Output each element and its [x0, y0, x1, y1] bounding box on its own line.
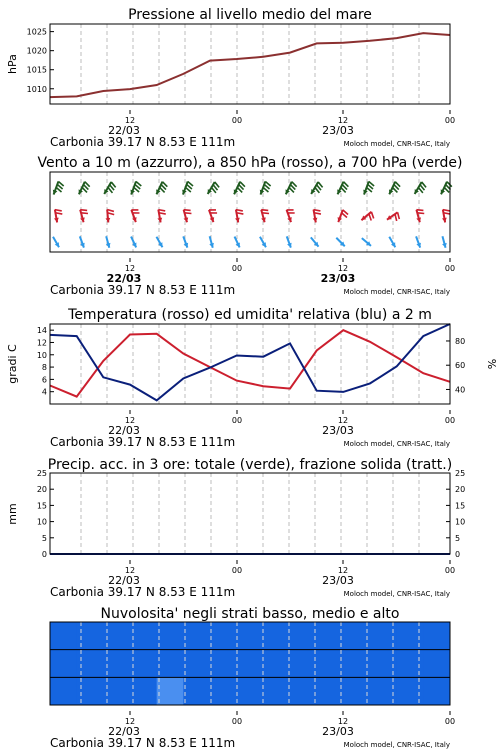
y-tick-label: 20 [455, 485, 466, 495]
grid-precipitation [81, 473, 419, 554]
panel-temperature [6, 307, 498, 449]
cloud-cell [157, 677, 184, 705]
y-tick-label: 25 [36, 469, 47, 478]
y-tick-label: 15 [36, 501, 47, 511]
footer-wind [50, 258, 455, 297]
cloud-cell [263, 622, 290, 650]
date-label: 23/03 [322, 124, 354, 137]
x-tick-label: 12 [124, 116, 136, 125]
wind-barb-feather [371, 212, 373, 219]
y-tick-label: 1025 [26, 27, 47, 37]
ylabel-temperature: gradi C [6, 344, 19, 384]
wind-barbs [53, 181, 452, 247]
x-tick-label: 00 [231, 416, 243, 425]
y-tick-label: 1020 [26, 46, 47, 56]
x-tick-label: 00 [444, 717, 456, 726]
y-tick-label: 40 [455, 385, 466, 395]
yticks-precipitation [37, 469, 54, 559]
date-label: 22/03 [108, 725, 140, 738]
x-tick-label: 00 [231, 264, 243, 273]
date-label: 22/03 [108, 124, 140, 137]
x-tick-label: 12 [337, 416, 349, 425]
x-tick-label: 12 [124, 717, 136, 726]
wind-barb-feather [80, 210, 87, 211]
credit-label: Moloch model, CNR-ISAC, Italy [343, 590, 450, 598]
x-tick-label: 12 [337, 264, 349, 273]
date-label: 22/03 [108, 424, 140, 437]
y-tick-label: 4 [41, 387, 47, 397]
footer-precipitation [50, 560, 455, 599]
y-tick-label: 1010 [26, 84, 47, 94]
wind-barb-head [106, 218, 111, 223]
series-line-pressure [50, 33, 450, 97]
ylabel-precipitation: mm [6, 503, 19, 525]
y-tick-label: 20 [36, 485, 47, 495]
cloud-cell [290, 677, 317, 705]
date-label: 23/03 [322, 725, 354, 738]
cloud-cell [237, 622, 264, 650]
wind-barb-feather [262, 213, 269, 214]
x-tick-label: 12 [337, 116, 349, 125]
y-tick-label: 12 [36, 338, 47, 348]
title-wind: Vento a 10 m (azzurro), a 850 hPa (rosso), a 700 hPa (verde) [37, 155, 463, 171]
credit-label: Moloch model, CNR-ISAC, Italy [343, 288, 450, 296]
wind-barb-feather [184, 213, 191, 214]
y-tick-label: 5 [455, 533, 461, 543]
x-tick-label: 00 [444, 416, 456, 425]
panel-cloud [50, 606, 455, 750]
y-tick-label: 10 [36, 517, 47, 527]
cloud-cell [397, 622, 424, 650]
date-label: 22/03 [106, 272, 142, 285]
cloud-cell [317, 677, 344, 705]
cloud-cell [423, 677, 450, 705]
cloud-cell [343, 622, 370, 650]
cloud-cell [317, 650, 344, 678]
x-tick-label: 00 [444, 116, 456, 125]
y-tick-label: 15 [455, 501, 466, 511]
cloud-cell [317, 622, 344, 650]
cloud-cell [290, 622, 317, 650]
footer-cloud [50, 711, 455, 750]
y-tick-label: 10 [455, 517, 466, 527]
x-tick-label: 00 [231, 717, 243, 726]
y-tick-label: 80 [455, 336, 466, 346]
wind-barb-feather [261, 210, 268, 211]
location-label: Carbonia 39.17 N 8.53 E 111m [50, 283, 236, 297]
location-label: Carbonia 39.17 N 8.53 E 111m [50, 585, 236, 599]
x-tick-label: 00 [231, 116, 243, 125]
y-tick-label: 1015 [26, 65, 47, 75]
y-tick-label: 14 [36, 326, 47, 336]
cloud-heatmap [50, 622, 451, 706]
yticks-humidity [446, 337, 465, 394]
location-label: Carbonia 39.17 N 8.53 E 111m [50, 435, 236, 449]
wind-barb-feather [184, 210, 191, 211]
wind-barb-feather [417, 213, 424, 214]
y-tick-label: 10 [36, 350, 47, 360]
title-temperature: Temperatura (rosso) ed umidita' relativa (blu) a 2 m [68, 307, 432, 323]
credit-label: Moloch model, CNR-ISAC, Italy [343, 440, 450, 448]
cloud-cell [210, 650, 237, 678]
series-line-temperature [50, 330, 450, 396]
grid-pressure [81, 24, 419, 104]
footer-temperature [50, 410, 455, 449]
cloud-cell [237, 677, 264, 705]
wind-barb-feather [398, 212, 400, 219]
cloud-cell [130, 650, 157, 678]
cloud-cell [130, 622, 157, 650]
cloud-cell [290, 650, 317, 678]
cloud-cell [397, 650, 424, 678]
wind-barb-feather [81, 213, 88, 214]
cloud-cell [50, 677, 77, 705]
cloud-cell [210, 622, 237, 650]
wind-barb-feather [395, 214, 397, 221]
yticks-precipitation-right [446, 469, 465, 559]
x-tick-label: 12 [124, 264, 136, 273]
y-tick-label: 0 [41, 550, 47, 559]
x-tick-label: 12 [124, 566, 136, 575]
cloud-cell [157, 650, 184, 678]
y-tick-label: 5 [41, 533, 47, 543]
plot-frame-precipitation [50, 473, 450, 554]
date-label: 22/03 [108, 574, 140, 587]
location-label: Carbonia 39.17 N 8.53 E 111m [50, 135, 236, 149]
wind-barb-feather [416, 210, 423, 211]
panel-pressure [6, 7, 455, 149]
cloud-cell [343, 677, 370, 705]
credit-label: Moloch model, CNR-ISAC, Italy [343, 741, 450, 749]
cloud-cell [130, 677, 157, 705]
cloud-cell [183, 622, 210, 650]
date-label: 23/03 [322, 574, 354, 587]
cloud-cell [423, 650, 450, 678]
cloud-cell [237, 650, 264, 678]
y-tick-label: 8 [41, 363, 47, 373]
y2label-humidity: % [485, 358, 498, 370]
ylabel-pressure: hPa [6, 54, 19, 74]
panel-precipitation [6, 457, 465, 599]
date-label: 23/03 [320, 272, 356, 285]
plot-frame-pressure [50, 24, 450, 104]
location-label: Carbonia 39.17 N 8.53 E 111m [50, 736, 236, 750]
credit-label: Moloch model, CNR-ISAC, Italy [343, 140, 450, 148]
wind-barb-feather [369, 214, 371, 221]
cloud-cell [157, 622, 184, 650]
x-tick-label: 00 [231, 566, 243, 575]
y-tick-label: 25 [455, 469, 466, 478]
cloud-cell [50, 622, 77, 650]
cloud-cell [263, 650, 290, 678]
title-precipitation: Precip. acc. in 3 ore: totale (verde), frazione solida (tratt.) [47, 457, 453, 473]
x-tick-label: 12 [337, 717, 349, 726]
cloud-cell [397, 677, 424, 705]
cloud-cell [210, 677, 237, 705]
plot-frame-temperature [50, 324, 450, 404]
title-pressure: Pressione al livello medio del mare [128, 7, 372, 23]
panel-wind [37, 155, 462, 297]
series-line-humidity [50, 324, 450, 400]
grid-temperature [81, 324, 419, 404]
x-tick-label: 00 [444, 566, 456, 575]
x-tick-label: 12 [124, 416, 136, 425]
cloud-cell [50, 650, 77, 678]
cloud-cell [343, 650, 370, 678]
cloud-cell [423, 622, 450, 650]
y-tick-label: 60 [455, 361, 466, 371]
cloud-cell [183, 677, 210, 705]
y-tick-label: 6 [41, 375, 47, 385]
date-label: 23/03 [322, 424, 354, 437]
title-cloud: Nuvolosita' negli strati basso, medio e alto [100, 606, 400, 622]
y-tick-label: 0 [455, 550, 461, 559]
footer-pressure [50, 110, 455, 149]
x-tick-label: 00 [444, 264, 456, 273]
cloud-cell [263, 677, 290, 705]
cloud-cell [183, 650, 210, 678]
x-tick-label: 12 [337, 566, 349, 575]
